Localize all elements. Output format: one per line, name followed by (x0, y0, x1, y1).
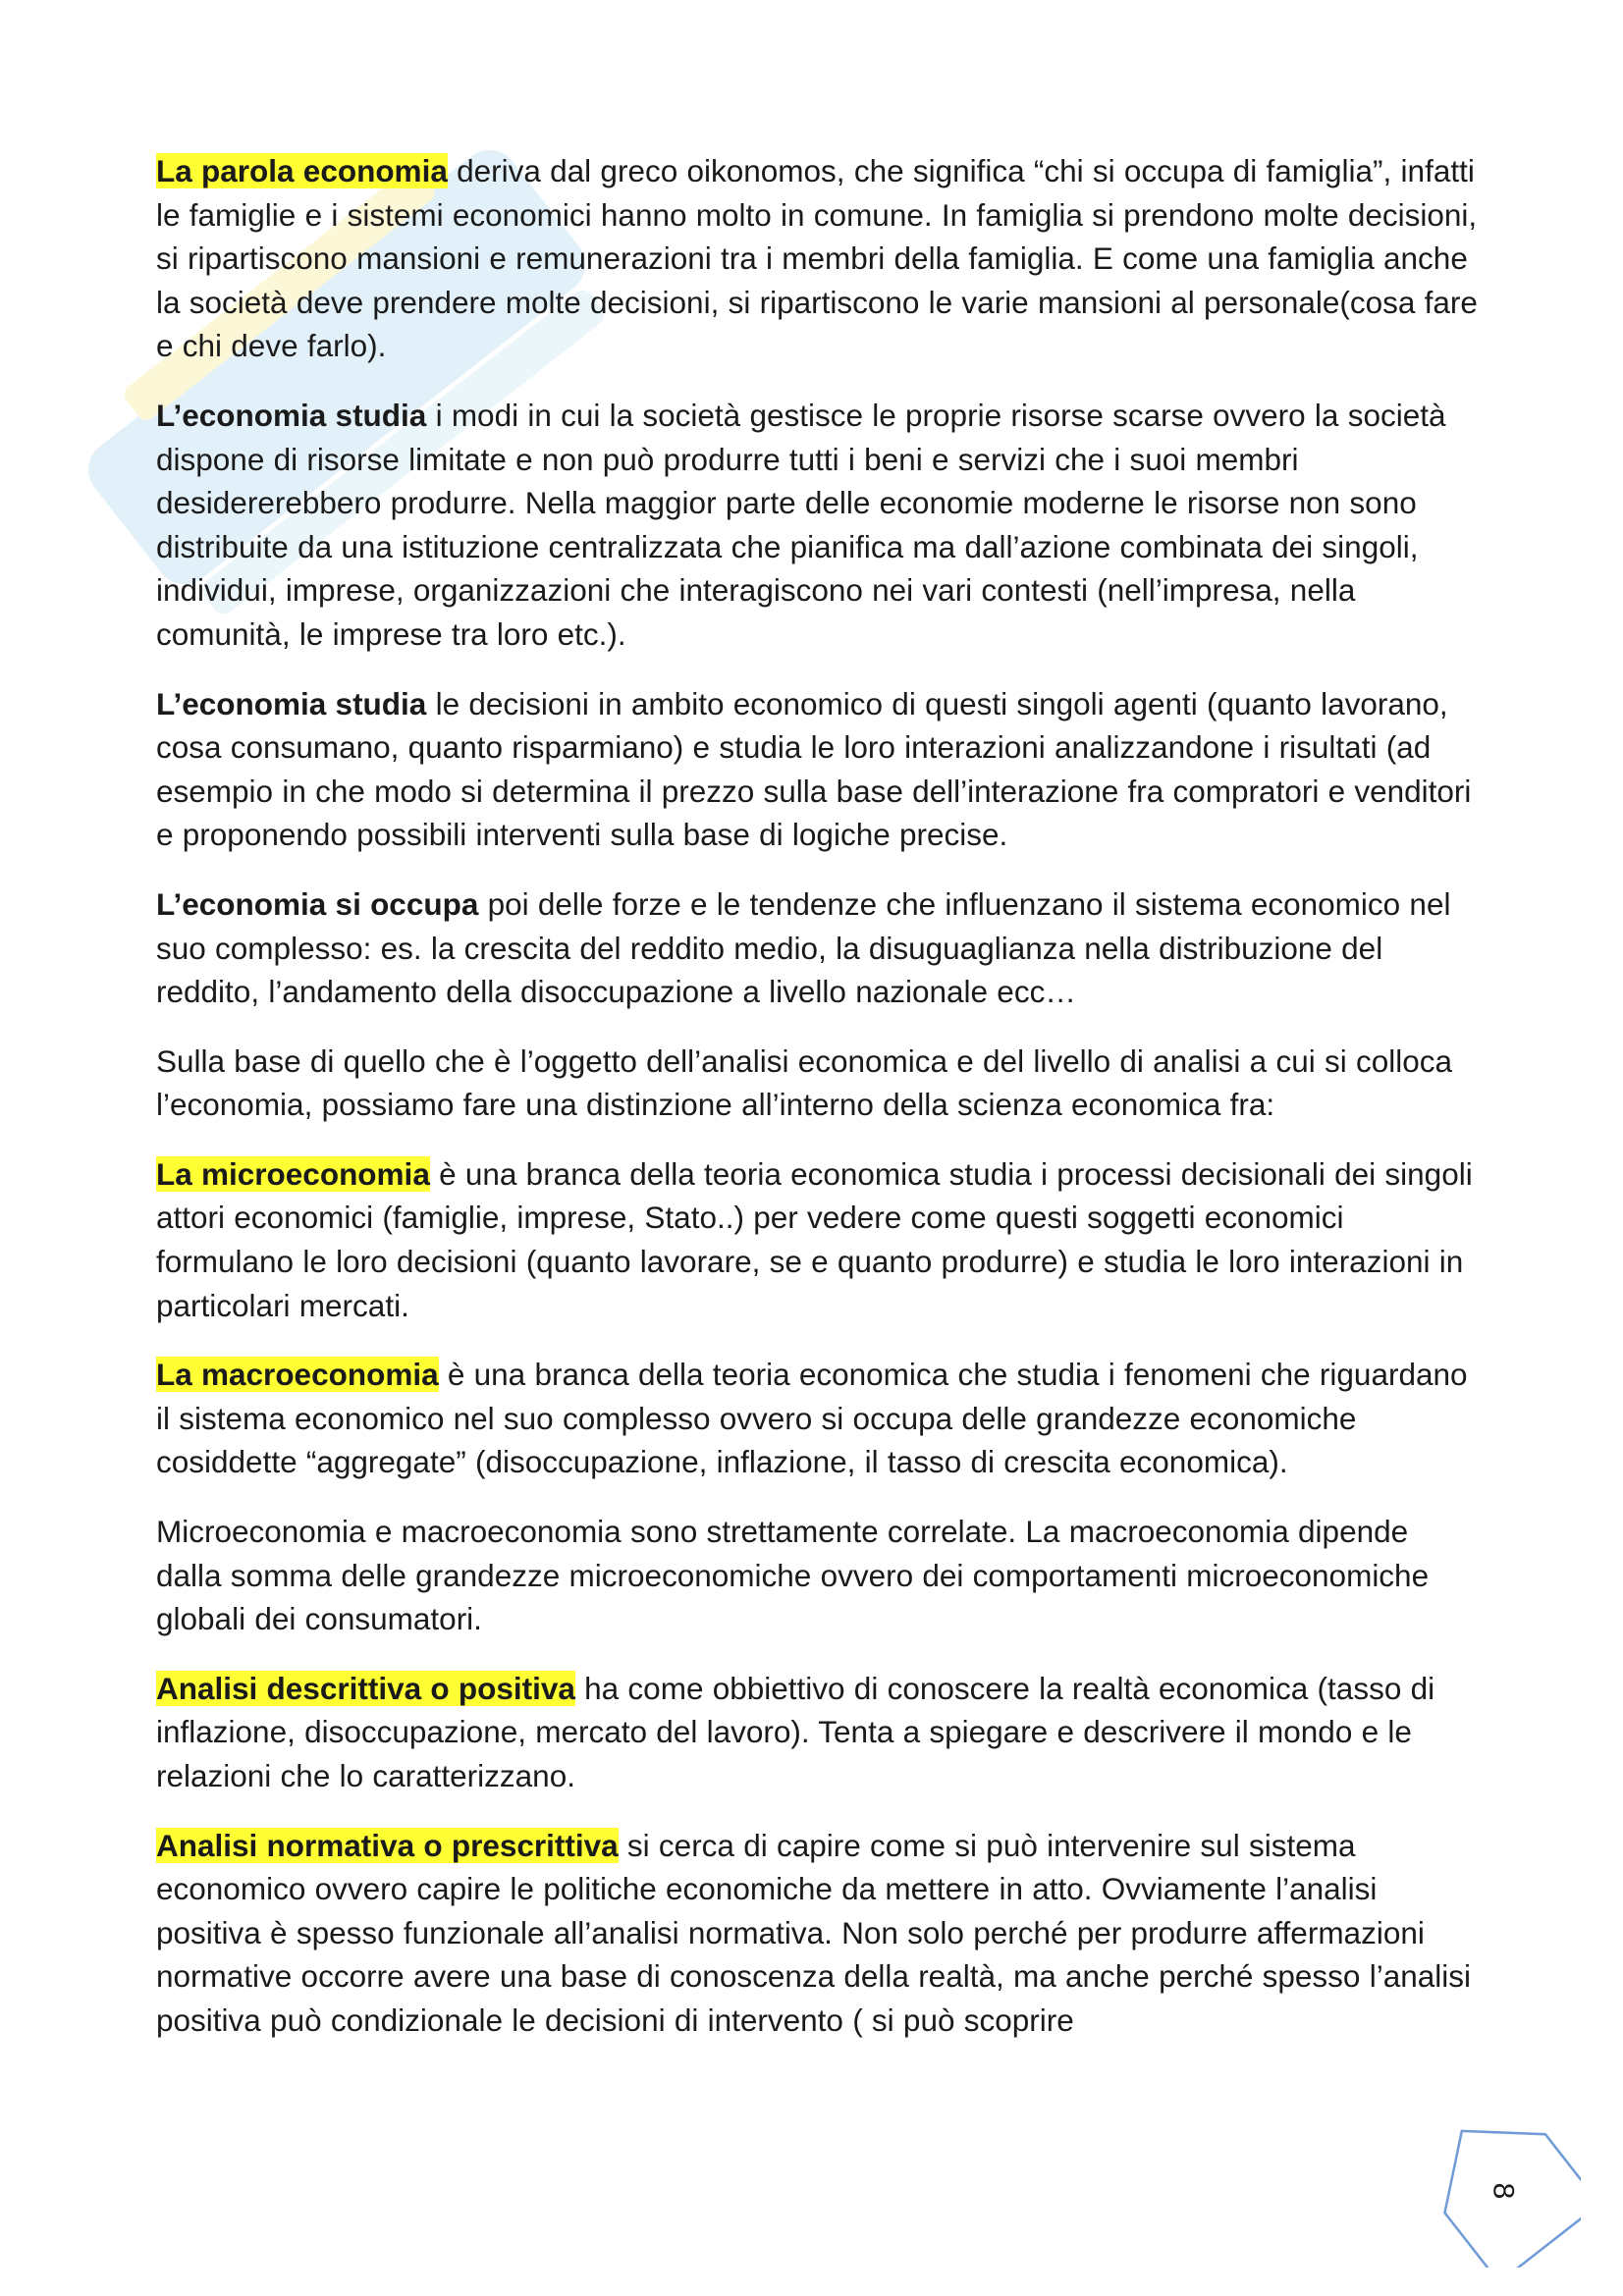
paragraph-distinzione (156, 1040, 1482, 1127)
paragraph-macroeconomia (156, 1353, 1482, 1484)
document-body (156, 149, 1482, 2068)
paragraph-economia-studia-risorse (156, 394, 1482, 657)
paragraph-text: le decisioni in ambito economico di questi singoli agenti (quanto lavorano, cosa consumano, quanto risparmiano) e studia le loro interazioni analizzandone i risultati (ad esempio in che modo si determina il prezzo sulla base dell’interazione fra compratori e venditori e proponendo possibili interventi sulla base di logiche precise. (156, 685, 1472, 853)
bold-term: L’economia studia (156, 685, 427, 721)
paragraph-parola-economia (156, 149, 1482, 368)
paragraph-text: ha come obbiettivo di conoscere la realtà economica (tasso di inflazione, disoccupazione, mercato del lavoro). Tenta a spiegare e descrivere il mondo e le relazioni che lo caratterizzano. (156, 1670, 1435, 1793)
paragraph-economia-si-occupa (156, 882, 1482, 1014)
paragraph-text: è una branca della teoria economica studia i processi decisionali dei singoli attori economici (famiglie, imprese, Stato..) per vedere come questi soggetti economici formulano le loro decisioni (quanto lavorare, se e quanto produrre) e studia le loro interazioni in particolari mercati. (156, 1155, 1473, 1323)
paragraph-microeconomia (156, 1152, 1482, 1327)
paragraph-correlazione (156, 1510, 1482, 1641)
paragraph-text: i modi in cui la società gestisce le proprie risorse scarse ovvero la società dispone di risorse limitate e non può produrre tutti i beni e servizi che i suoi membri desidererebbero produrre. Nella maggior parte delle economie moderne le risorse non sono distribuite da una istituzione centralizzata che pianifica ma dall’azione combinata dei singoli, individui, imprese, organizzazioni che interagiscono nei vari contesti (nell’impresa, nella comunità, le imprese tra loro etc.). (156, 397, 1446, 652)
page-number: 8 (1487, 2182, 1520, 2200)
bold-term: L’economia studia (156, 397, 427, 433)
highlighted-term: La parola economia (156, 153, 448, 188)
paragraph-economia-studia-decisioni (156, 682, 1482, 857)
paragraph-text: Microeconomia e macroeconomia sono strettamente correlate. La macroeconomia dipende dalla somma delle grandezze microeconomiche ovvero dei comportamenti microeconomiche globali dei consumatori. (156, 1514, 1430, 1637)
highlighted-term: Analisi descrittiva o positiva (156, 1670, 575, 1706)
paragraph-text: deriva dal greco oikonomos, che significa “chi si occupa di famiglia”, infatti le famiglie e i sistemi economici hanno molto in comune. In famiglia si prendono molte decisioni, si ripartiscono mansioni e remunerazioni tra i membri della famiglia. E come una famiglia anche la società deve prendere molte decisioni, si ripartiscono le varie mansioni al personale(cosa fare e chi deve farlo). (156, 153, 1478, 364)
highlighted-term: La macroeconomia (156, 1357, 439, 1393)
highlighted-term: La microeconomia (156, 1155, 430, 1192)
bold-term: L’economia si occupa (156, 885, 479, 922)
highlighted-term: Analisi normativa o prescrittiva (156, 1827, 619, 1863)
paragraph-analisi-normativa (156, 1824, 1482, 2043)
paragraph-text: si cerca di capire come si può intervenire sul sistema economico ovvero capire le politiche economiche da mettere in atto. Ovviamente l’analisi positiva è spesso funzionale all’analisi normativa. Non solo perché per produrre affermazioni normative occorre avere una base di conoscenza della realtà, ma anche perché spesso l’analisi positiva può condizionale le decisioni di intervento ( si può scoprire (156, 1827, 1472, 2038)
paragraph-text: Sulla base di quello che è l’oggetto dell’analisi economica e del livello di analisi a cui si colloca l’economia, possiamo fare una distinzione all’interno della scienza economica fra: (156, 1042, 1453, 1123)
paragraph-text: è una branca della teoria economica che studia i fenomeni che riguardano il sistema economico nel suo complesso ovvero si occupa delle grandezze economiche cosiddette “aggregate” (disoccupazione, inflazione, il tasso di crescita economica). (156, 1357, 1468, 1480)
paragraph-analisi-positiva (156, 1667, 1482, 1798)
paragraph-text: poi delle forze e le tendenze che influenzano il sistema economico nel suo complesso: es. la crescita del reddito medio, la disuguaglianza nella distribuzione del reddito, l’andamento della disoccupazione a livello nazionale ecc… (156, 885, 1451, 1010)
